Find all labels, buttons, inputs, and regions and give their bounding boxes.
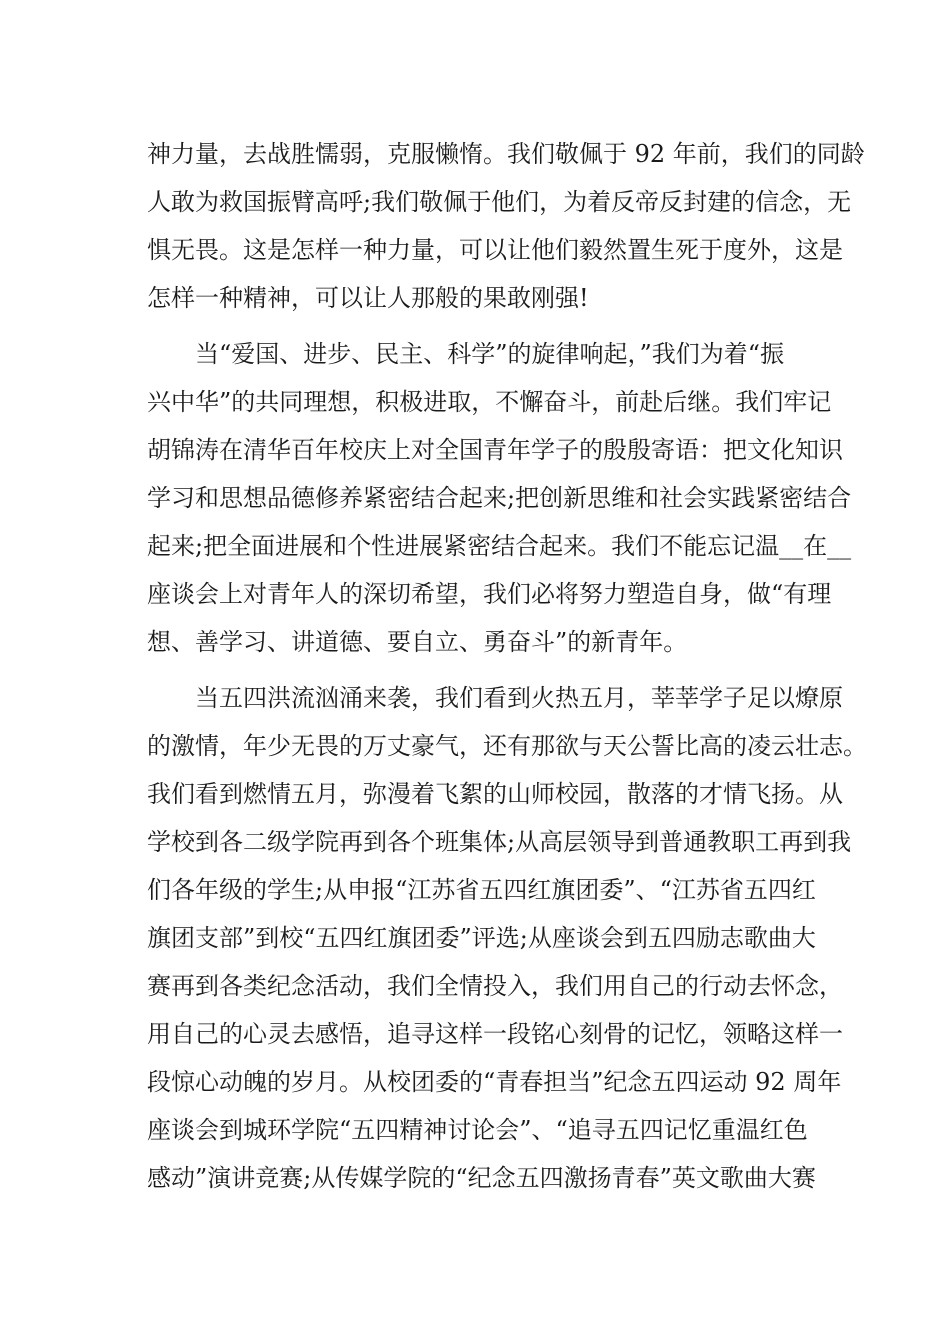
text-line: 胡锦涛在清华百年校庆上对全国青年学子的殷殷寄语：把文化知识 xyxy=(147,436,843,464)
text-line: 座谈会到城环学院“五四精神讨论会”、“追寻五四记忆重温红色 xyxy=(147,1116,808,1144)
text-line: 当五四洪流汹涌来袭，我们看到火热五月，莘莘学子足以燎原 xyxy=(195,684,843,712)
text-line: 惧无畏。这是怎样一种力量，可以让他们毅然置生死于度外，这是 xyxy=(147,236,843,264)
text-line: 段惊心动魄的岁月。从校团委的“青春担当”纪念五四运动 92 周年 xyxy=(147,1068,842,1096)
text-line: 神力量，去战胜懦弱，克服懒惰。我们敬佩于 92 年前，我们的同龄 xyxy=(147,140,865,168)
text-line: 座谈会上对青年人的深切希望，我们必将努力塑造自身，做“有理 xyxy=(147,580,832,608)
text-line: 用自己的心灵去感悟，追寻这样一段铭心刻骨的记忆，领略这样一 xyxy=(147,1020,843,1048)
text-line: 学习和思想品德修养紧密结合起来;把创新思维和社会实践紧密结合 xyxy=(147,484,852,512)
text-line: 感动”演讲竞赛;从传媒学院的“纪念五四激扬青春”英文歌曲大赛 xyxy=(147,1164,816,1192)
text-line: 我们看到燃情五月，弥漫着飞絮的山师校园，散落的才情飞扬。从 xyxy=(147,780,843,808)
text-line: 的激情，年少无畏的万丈豪气，还有那欲与天公誓比高的凌云壮志。 xyxy=(147,732,867,760)
text-line: 赛再到各类纪念活动，我们全情投入，我们用自己的行动去怀念， xyxy=(147,972,843,1000)
text-line: 学校到各二级学院再到各个班集体;从高层领导到普通教职工再到我 xyxy=(147,828,852,856)
text-line: 起来;把全面进展和个性进展紧密结合起来。我们不能忘记温__在__ xyxy=(147,532,852,560)
text-line: 想、善学习、讲道德、要自立、勇奋斗”的新青年。 xyxy=(147,628,688,656)
text-line: 旗团支部”到校“五四红旗团委”评选;从座谈会到五四励志歌曲大 xyxy=(147,924,816,952)
text-line: 当“爱国、进步、民主、科学”的旋律响起，”我们为着“振 xyxy=(195,340,785,368)
text-line: 兴中华”的共同理想，积极进取，不懈奋斗，前赴后继。我们牢记 xyxy=(147,388,832,416)
text-line: 怎样一种精神，可以让人那般的果敢刚强! xyxy=(147,284,589,312)
text-line: 人敢为救国振臂高呼;我们敬佩于他们，为着反帝反封建的信念，无 xyxy=(147,188,852,216)
text-line: 们各年级的学生;从申报“江苏省五四红旗团委”、“江苏省五四红 xyxy=(147,876,816,904)
